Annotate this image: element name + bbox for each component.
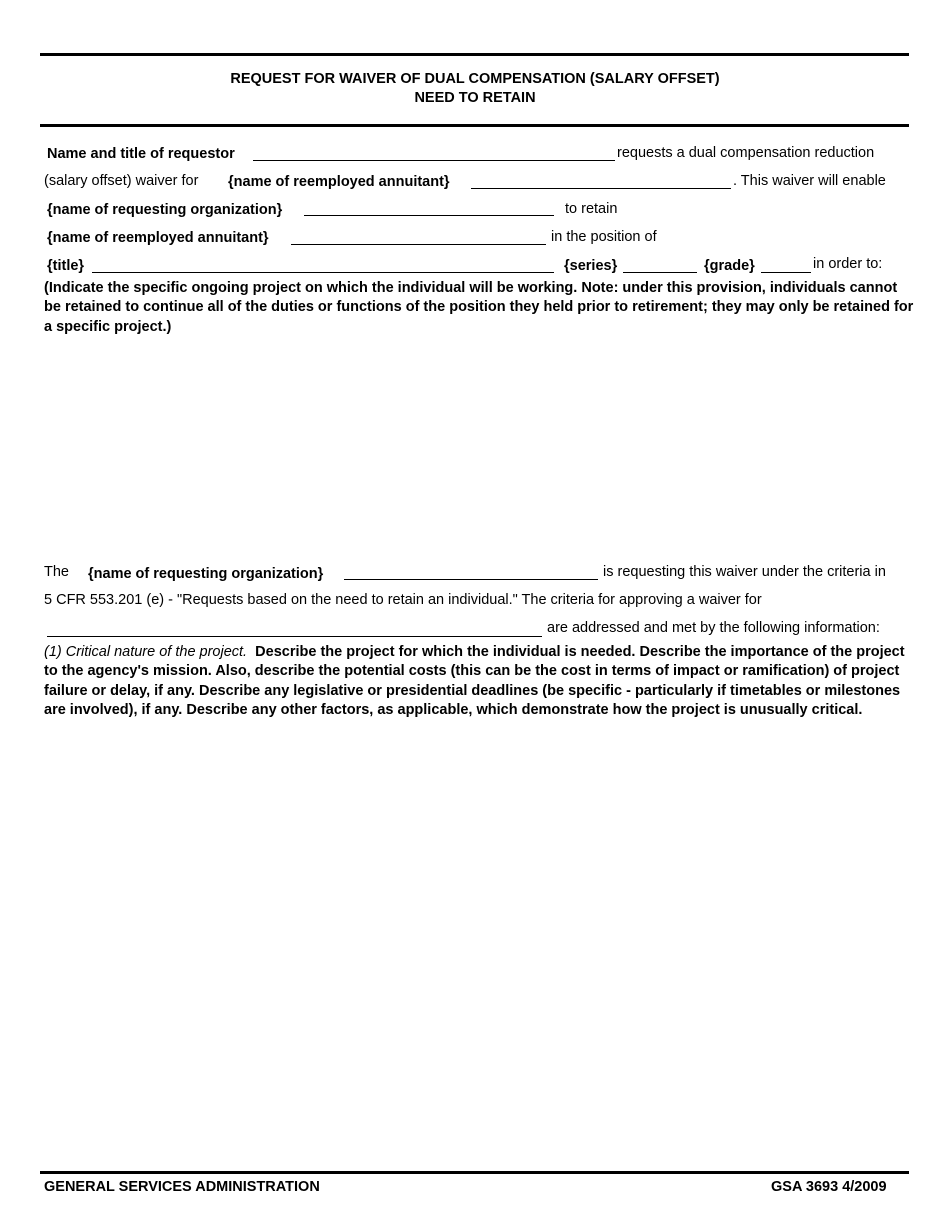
- form-title-line2: NEED TO RETAIN: [414, 90, 536, 106]
- criterion-1-paragraph: [44, 643, 919, 720]
- annuitant-placeholder-2: {name of reemployed annuitant}: [47, 230, 269, 246]
- project-instruction: (Indicate the specific ongoing project on which the individual will be working. Note: under this provision, individuals cannot be retained to continue all of the duties or functions of the position they held prior to retirement; they may only be retained for a specific project.): [44, 280, 914, 335]
- criterion-1-heading: (1) Critical nature of the project.: [44, 644, 248, 660]
- project-description-area[interactable]: [44, 340, 910, 555]
- grade-placeholder: {grade}: [704, 258, 755, 274]
- line2-lead-text: (salary offset) waiver for: [44, 173, 199, 189]
- line5-tail-text: in order to:: [813, 256, 883, 272]
- sec2-tail-text: is requesting this waiver under the criteria in: [603, 564, 886, 580]
- criterion-1-instructions: Describe the project for which the individual is needed. Describe the importance of the project to the agency's mission. Also, describe the potential costs (this can be the cost in terms of impact or ramification) of project failure or delay, if any. Describe any legislative or presidential deadlines (be specific - particularly if timetables or milestones are involved), if any. Describe any other factors, as applicable, which demonstrate how the project is unusually critical.: [44, 644, 905, 718]
- annuitant-name-field[interactable]: [471, 188, 731, 189]
- organization-name-field-2[interactable]: [344, 579, 598, 580]
- title-bottom-rule: [40, 124, 909, 127]
- series-placeholder: {series}: [564, 258, 618, 274]
- sec2-lead-text: The: [44, 564, 69, 580]
- requestor-name-field[interactable]: [253, 160, 615, 161]
- footer-agency: GENERAL SERVICES ADMINISTRATION: [44, 1179, 320, 1195]
- waiver-subject-field[interactable]: [47, 636, 542, 637]
- sec2-line3-tail: are addressed and met by the following information:: [547, 620, 880, 636]
- footer-rule: [40, 1171, 909, 1174]
- cfr-criteria-text: 5 CFR 553.201 (e) - "Requests based on the need to retain an individual." The criteria for approving a waiver for: [44, 592, 762, 608]
- organization-placeholder: {name of requesting organization}: [47, 202, 283, 218]
- series-field[interactable]: [623, 272, 697, 273]
- title-placeholder: {title}: [47, 258, 85, 274]
- grade-field[interactable]: [761, 272, 811, 273]
- footer-form-number: GSA 3693 4/2009: [771, 1179, 887, 1195]
- position-title-field[interactable]: [92, 272, 554, 273]
- requestor-label: Name and title of requestor: [47, 146, 235, 162]
- organization-placeholder-2: {name of requesting organization}: [88, 566, 324, 582]
- critical-nature-answer-area[interactable]: [44, 745, 910, 1160]
- top-rule: [40, 53, 909, 56]
- organization-name-field[interactable]: [304, 215, 554, 216]
- annuitant-name-field-2[interactable]: [291, 244, 546, 245]
- annuitant-placeholder: {name of reemployed annuitant}: [228, 174, 450, 190]
- line1-tail-text: requests a dual compensation reduction: [617, 145, 875, 161]
- form-title-line1: REQUEST FOR WAIVER OF DUAL COMPENSATION (SALARY OFFSET): [230, 71, 720, 87]
- line2-tail-text: . This waiver will enable: [733, 173, 886, 189]
- line4-tail-text: in the position of: [551, 229, 657, 245]
- line3-tail-text: to retain: [565, 201, 618, 217]
